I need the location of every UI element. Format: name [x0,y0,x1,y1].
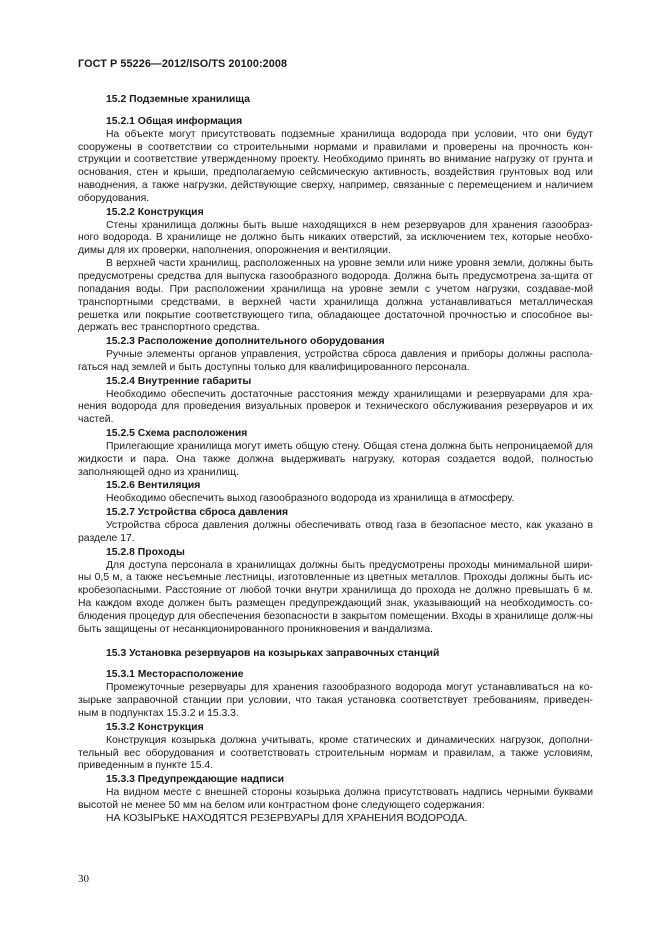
subsection-heading-15-2-3: 15.2.3 Расположение дополнительного оборудования [106,336,385,348]
paragraph: Устройства сброса давления должны обеспечивать отвод газа в безопасное место, как указано в разделе 17. [78,520,593,544]
paragraph: В верхней части хранилищ, расположенных на уровне земли или ниже уровня земли, должны быть предусмотрены средства для выпуска газообразного водорода. Должна быть предусмотрена за-щита от попадания воды. При расположении хранилища на уровне земли с учетом нагрузки, создавае-мой транспортными средствами, в верхней части хранилища должна устанавливаться металлическая решетка или покрытие соответствующего типа, обладающее достаточной прочностью и способное вы-держать вес транспортного средства. [78,258,593,334]
paragraph: Прилегающие хранилища могут иметь общую стену. Общая стена должна быть непроницаемой для жидкости и пара. Она также должна выдерживать нагрузку, которая создается водой, полностью заполняющей одно из хранилищ. [78,440,593,478]
subsection-heading-15-3-2: 15.3.2 Конструкция [106,721,204,733]
paragraph: Ручные элементы органов управления, устройства сброса давления и приборы должны распола-гаться над землей и быть доступны только для квалифицированного персонала. [78,349,593,373]
subsection-heading-15-2-8: 15.2.8 Проходы [106,546,185,558]
subsection-heading-15-3-3: 15.3.3 Предупреждающие надписи [106,774,285,786]
subsection-heading-15-2-2: 15.2.2 Конструкция [106,206,204,218]
document-body [78,91,593,826]
document-header: ГОСТ Р 55226—2012/ISO/TS 20100:2008 [78,58,288,70]
subsection-heading-15-2-5: 15.2.5 Схема расположения [106,428,248,440]
paragraph: Стены хранилища должны быть выше находящихся в нем резервуаров для хранения газообраз-ного водорода. В хранилище не должно быть никаких отверстий, за исключением тех, которые необхо-димы для их проверки, наполнения, опорожнения и вентиляции. [78,219,593,257]
subsection-heading-15-2-7: 15.2.7 Устройства сброса давления [106,507,289,519]
paragraph: На видном месте с внешней стороны козырька должна присутствовать надпись черными буквами высотой не менее 50 мм на белом или контрастном фоне следующего содержания: [78,787,593,811]
paragraph: Конструкция козырька должна учитывать, кроме статических и динамических нагрузок, дополни-тельный вес оборудования и соответствовать строительным нормам и правилам, а также условиям, приведенным в пункте 15.4. [78,734,593,772]
subsection-heading-15-2-4: 15.2.4 Внутренние габариты [106,375,252,387]
subsection-heading-15-3-1: 15.3.1 Месторасположение [106,669,244,681]
paragraph: Для доступа персонала в хранилищах должны быть предусмотрены проходы минимальной шири-ны 0,5 м, а также несъемные лестницы, изготовленные из цветных металлов. Проходы должны быть ис-кробезопасными. Расстояние от любой точки внутри хранилища до прохода не должно превышать 6 м. На каждом входе должен быть размещен предупреждающий знак, указывающий на необходимость со-блюдения процедур для обеспечения безопасности в закрытом помещении. Входы в хранилище долж-ны быть защищены от несанкционированного проникновения и вандализма. [78,559,593,635]
section-heading-15-3: 15.3 Установка резервуаров на козырьках заправочных станций [106,647,440,659]
paragraph: На объекте могут присутствовать подземные хранилища водорода при условии, что они будут сооружены в соответствии со строительными нормами и правилами и проверены на прочность кон-струкции и соответствие утвержденному проекту. Необходимо принять во внимание нагрузку от грунта и основания, стен и крыши, предполагаемую сейсмическую активность, воздействия грунтовых вод или наводнения, а также нагрузки, действующие сверху, например, связанные с перемещением и наличием оборудования. [78,128,593,204]
subsection-heading-15-2-1: 15.2.1 Общая информация [106,115,243,127]
paragraph: Промежуточные резервуары для хранения газообразного водорода могут устанавливаться на ко-зырьке заправочной станции при условии, что такая установка соответствует требованиям, приведен-ным в подпунктах 15.3.2 и 15.3.3. [78,682,593,719]
section-heading-15-2: 15.2 Подземные хранилища [106,94,250,105]
subsection-heading-15-2-6: 15.2.6 Вентиляция [106,480,201,492]
paragraph: Необходимо обеспечить выход газообразного водорода из хранилища в атмосферу. [106,493,515,505]
page-number: 30 [78,873,89,885]
warning-sign-text: НА КОЗЫРЬКЕ НАХОДЯТСЯ РЕЗЕРВУАРЫ ДЛЯ ХРАНЕНИЯ ВОДОРОДА. [106,812,468,824]
paragraph: Необходимо обеспечить достаточные расстояния между хранилищами и резервуарами для хра-нения водорода для проведения визуальных проверок и технического обслуживания резервуаров и их частей. [78,388,593,426]
